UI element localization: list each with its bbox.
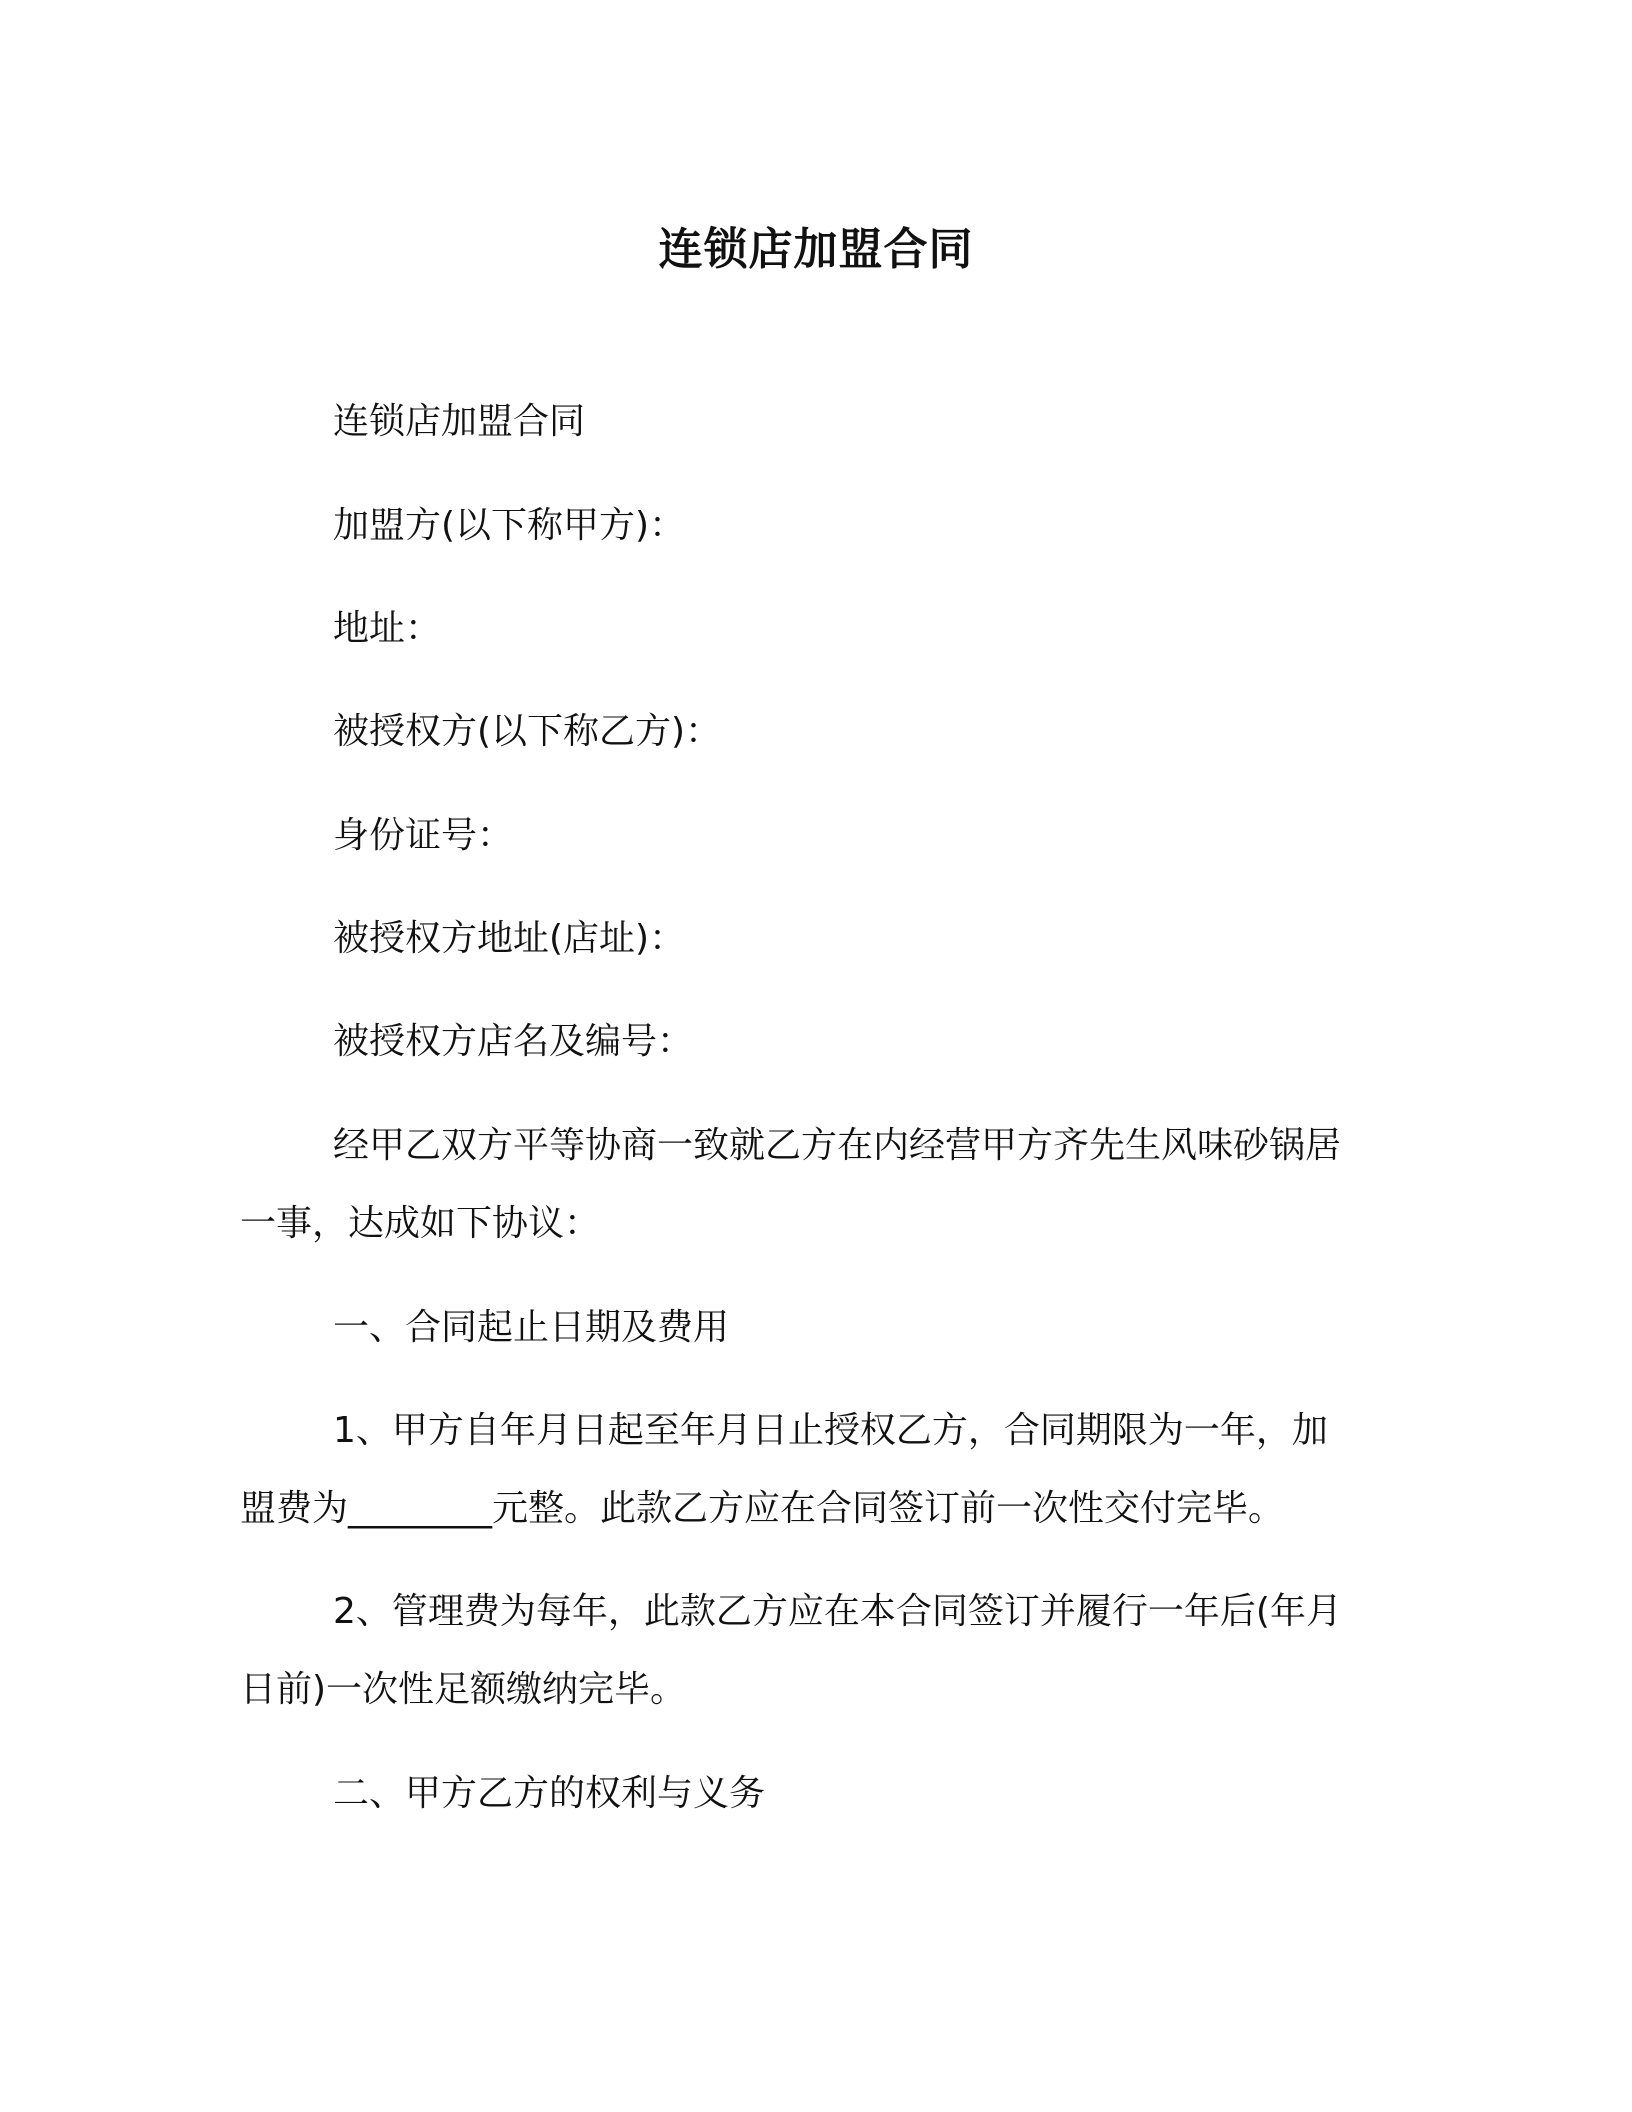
section-heading-1: 一、合同起止日期及费用: [333, 1307, 730, 1348]
field-franchisor: 加盟方(以下称甲方)：: [333, 505, 686, 546]
document-title: 连锁店加盟合同: [658, 224, 974, 275]
field-store-name-number: 被授权方店名及编号：: [333, 1021, 694, 1062]
field-licensee-address: 被授权方地址(店址)：: [333, 918, 686, 959]
clause-1-line-1: 1、甲方自年月日起至年月日止授权乙方，合同期限为一年，加: [333, 1410, 1328, 1451]
field-licensee: 被授权方(以下称乙方)：: [333, 711, 722, 752]
paragraph-contract-name: 连锁店加盟合同: [333, 401, 586, 442]
paragraph-preamble-line-1: 经甲乙双方平等协商一致就乙方在内经营甲方齐先生风味砂锅居: [333, 1125, 1342, 1166]
field-id-number: 身份证号：: [333, 815, 514, 856]
clause-2-line-2: 日前)一次性足额缴纳完毕。: [240, 1669, 687, 1710]
clause-2-line-1: 2、管理费为每年，此款乙方应在本合同签订并履行一年后(年月: [333, 1591, 1342, 1632]
paragraph-preamble-line-2: 一事，达成如下协议：: [240, 1203, 601, 1244]
field-address: 地址：: [333, 608, 442, 649]
clause-1-line-2: 盟费为________元整。此款乙方应在合同签订前一次性交付完毕。: [240, 1488, 1285, 1529]
section-heading-2: 二、甲方乙方的权利与义务: [333, 1773, 766, 1814]
